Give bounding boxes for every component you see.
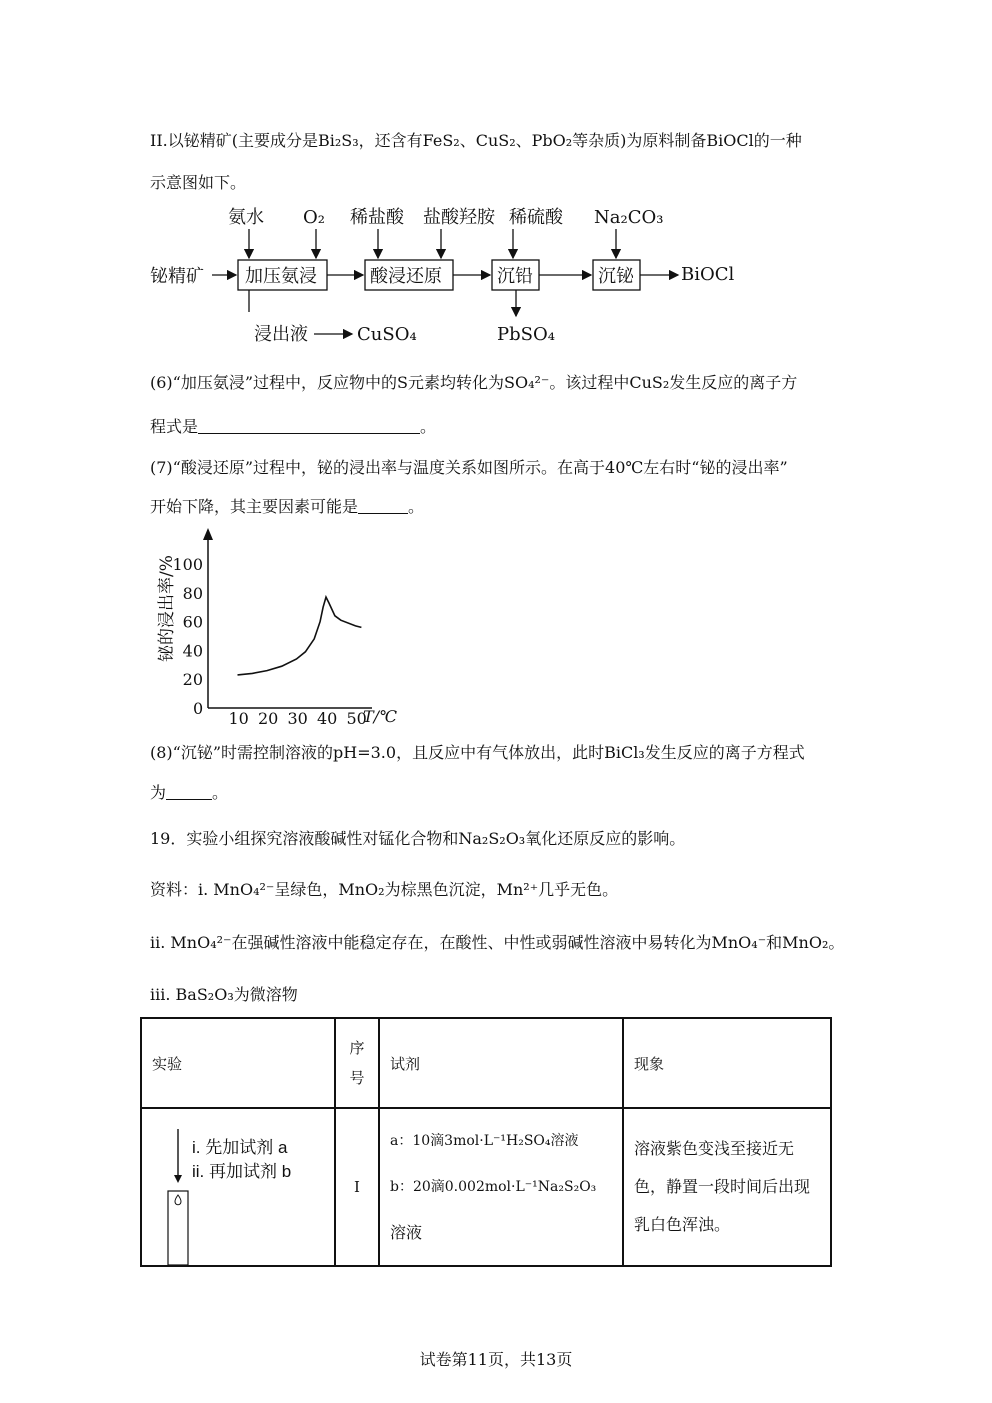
q19-title: 19．实验小组探究溶液酸碱性对锰化合物和Na₂S₂O₃氧化还原反应的影响。	[150, 829, 686, 848]
chart-origin: 0	[193, 699, 204, 718]
intro-line-1: II.以铋精矿(主要成分是Bi₂S₃，还含有FeS₂、CuS₂、PbO₂等杂质)为原料制备BiOCl的一种	[150, 131, 802, 150]
header-experiment: 实验	[141, 1018, 335, 1108]
flow-product: BiOCl	[681, 264, 735, 285]
intro-line-2: 示意图如下。	[150, 173, 247, 192]
q7-line-2	[150, 494, 424, 517]
reagent-hcl: 稀盐酸	[350, 207, 404, 228]
q6-answer-blank[interactable]	[198, 417, 420, 434]
phenomenon-line-3: 乳白色浑浊。	[634, 1215, 731, 1234]
step-2-label: ii. 再加试剂 b	[192, 1162, 292, 1181]
table-row	[141, 1108, 831, 1266]
q7-line-1: (7)“酸浸还原”过程中，铋的浸出率与温度关系如图所示。在高于40℃左右时“铋的浸出率”	[150, 458, 788, 477]
table-header-row	[141, 1018, 831, 1108]
phenomenon-line-2: 色，静置一段时间后出现	[634, 1177, 811, 1196]
q8-end: 。	[212, 783, 229, 802]
x-tick-label: 50	[346, 709, 367, 728]
test-tube-icon	[168, 1191, 188, 1265]
header-index	[335, 1018, 379, 1108]
q6-line-1: (6)“加压氨浸”过程中，反应物中的S元素均转化为SO₄²⁻。该过程中CuS₂发生反应的离子方	[150, 373, 798, 392]
phenomenon-line-1: 溶液紫色变浅至接近无	[634, 1139, 795, 1158]
y-tick-label: 20	[182, 670, 203, 690]
y-tick-label: 100	[172, 555, 203, 574]
q19-info-3: iii. BaS₂O₃为微溶物	[150, 985, 298, 1004]
reagent-oxygen: O₂	[303, 207, 325, 228]
q8-answer-blank[interactable]	[166, 783, 212, 800]
q19-info-1: 资料：i. MnO₄²⁻呈绿色，MnO₂为棕黑色沉淀，Mn²⁺几乎无色。	[150, 880, 619, 899]
q6-end: 。	[420, 417, 437, 436]
header-phenomenon: 现象	[623, 1018, 831, 1108]
flow-step-1: 加压氨浸	[245, 266, 317, 287]
page-footer: 试卷第11页，共13页	[419, 1350, 573, 1369]
row-index: I	[335, 1108, 379, 1266]
q7-answer-blank[interactable]	[358, 497, 408, 514]
header-reagent: 试剂	[379, 1018, 623, 1108]
x-tick-label: 40	[317, 709, 338, 728]
q6-prompt: 程式是	[150, 417, 199, 436]
reagent-ammonia: 氨水	[228, 207, 264, 228]
chart-xlabel: T/℃	[363, 707, 397, 726]
chart-ylabel: 铋的浸出率/%	[157, 555, 177, 662]
experiment-diagram-cell	[141, 1108, 335, 1266]
reagent-cell	[379, 1108, 623, 1266]
q7-prompt: 开始下降，其主要因素可能是	[150, 497, 359, 516]
x-tick-label: 10	[228, 709, 249, 728]
y-tick-label: 80	[182, 583, 203, 603]
reagent-na2co3: Na₂CO₃	[594, 207, 664, 228]
reagent-hydroxylamine: 盐酸羟胺	[423, 207, 495, 228]
test-tube-diagram	[142, 1109, 332, 1265]
flow-step-3: 沉铅	[497, 266, 533, 287]
x-tick-label: 20	[258, 709, 279, 728]
process-flowchart	[0, 195, 992, 355]
reagent-a: a：10滴3mol·L⁻¹H₂SO₄溶液	[390, 1133, 579, 1149]
reagent-b-cont: 溶液	[390, 1223, 423, 1242]
y-tick-label: 40	[182, 641, 203, 661]
q8-line-1: (8)“沉铋”时需控制溶液的pH=3.0，且反应中有气体放出，此时BiCl₃发生反应的离子方程式	[150, 743, 805, 762]
flow-leachate: 浸出液	[254, 324, 308, 345]
flow-step-2: 酸浸还原	[370, 266, 442, 287]
q19-info-2: ii. MnO₄²⁻在强碱性溶液中能稳定存在，在酸性、中性或弱碱性溶液中易转化为MnO₄⁻和MnO₂。	[150, 933, 845, 952]
y-tick-label: 60	[182, 612, 203, 632]
flow-cuso4: CuSO₄	[357, 324, 417, 345]
q7-end: 。	[408, 497, 425, 516]
reagent-h2so4: 稀硫酸	[509, 207, 563, 228]
header-index-text: 序号	[349, 1039, 365, 1087]
flow-pbso4: PbSO₄	[497, 324, 555, 345]
experiment-table	[140, 1017, 832, 1267]
flow-step-4: 沉铋	[598, 266, 634, 287]
flow-start: 铋精矿	[150, 266, 204, 287]
q8-prompt: 为	[150, 783, 167, 802]
x-tick-label: 30	[287, 709, 308, 728]
droplet-icon	[175, 1195, 181, 1205]
q8-line-2	[150, 780, 228, 803]
series-line	[238, 597, 362, 675]
step-1-label: i. 先加试剂 a	[192, 1138, 288, 1157]
reagent-b: b：20滴0.002mol·L⁻¹Na₂S₂O₃	[390, 1179, 597, 1195]
leach-rate-chart	[0, 520, 992, 730]
q6-line-2	[150, 414, 436, 437]
phenomenon-cell	[623, 1108, 831, 1266]
